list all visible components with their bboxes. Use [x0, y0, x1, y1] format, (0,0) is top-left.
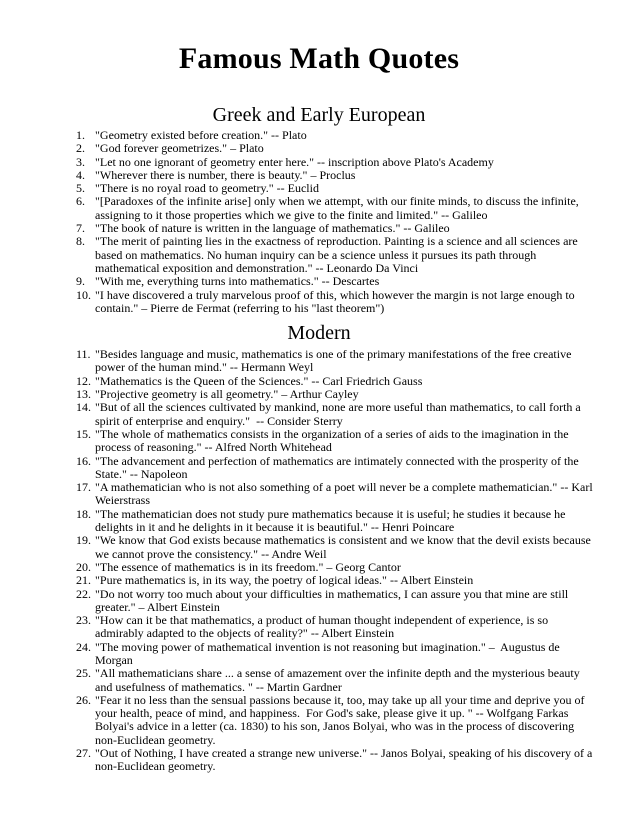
- quote-number: 22.: [76, 586, 91, 601]
- quote-item: [76, 235, 598, 275]
- quote-list-greek: [0, 129, 638, 315]
- quote-item: [76, 289, 598, 316]
- quote-item: [76, 275, 598, 288]
- quote-text: "[Paradoxes of the infinite arise] only when we attempt, with our finite minds, to discuss the infinite, assigning to it those properties which we give to the finite and limited." -- Galileo: [95, 194, 582, 222]
- quote-text: "Geometry existed before creation." -- Plato: [95, 128, 307, 142]
- quote-item: [76, 169, 598, 182]
- quote-number: 27.: [76, 746, 91, 761]
- quote-item: [76, 455, 598, 482]
- section-greek-and-early-european: [0, 104, 638, 315]
- quote-number: 10.: [76, 287, 91, 302]
- quote-text: "Mathematics is the Queen of the Sciences." -- Carl Friedrich Gauss: [95, 373, 423, 388]
- quote-text: "Fear it no less than the sensual passions because it, too, may take up all your time and deprive you of your health, peace of mind, and happiness. For God's sake, please give it up. " -- Wolfgang Farkas Bolyai's advice in a letter (ca. 1830) to his son, Janos Bolyai, who was in the process of discovering non-Euclidean geometry.: [95, 692, 588, 747]
- quote-item: [76, 481, 598, 508]
- quote-item: [76, 388, 598, 401]
- quote-text: "The book of nature is written in the language of mathematics." -- Galileo: [95, 221, 450, 236]
- quote-text: "Let no one ignorant of geometry enter here." -- inscription above Plato's Academy: [95, 154, 494, 169]
- quote-item: [76, 747, 598, 774]
- quote-item: [76, 534, 598, 561]
- quote-number: 18.: [76, 506, 91, 521]
- quote-text: "God forever geometrizes." – Plato: [95, 141, 264, 156]
- quote-list-modern: [0, 348, 638, 774]
- quote-text: "The essence of mathematics is in its freedom." – Georg Cantor: [95, 559, 401, 574]
- quote-text: "But of all the sciences cultivated by mankind, none are more useful than mathematics, to call forth a spirit of enterprise and enquiry." -- Consider Sterry: [95, 400, 584, 428]
- quote-text: "The merit of painting lies in the exactness of reproduction. Painting is a science and all sciences are based on mathematics. No human inquiry can be a science unless it pursues its path through mathematical exposition and demonstration." -- Leonardo Da Vinci: [95, 234, 581, 275]
- quote-number: 15.: [76, 426, 91, 441]
- quote-text: "A mathematician who is not also something of a poet will never be a complete mathematician." -- Karl Weierstrass: [95, 480, 596, 508]
- quote-text: "Do not worry too much about your difficulties in mathematics, I can assure you that mine are still greater." – Albert Einstein: [95, 586, 572, 614]
- quote-number: 17.: [76, 480, 91, 495]
- quote-item: [76, 142, 598, 155]
- quote-item: [76, 667, 598, 694]
- quote-item: [76, 508, 598, 535]
- quote-item: [76, 561, 598, 574]
- quote-text: "How can it be that mathematics, a product of human thought independent of experience, is so admirably adapted to the objects of reality?" -- Albert Einstein: [95, 613, 552, 641]
- section-modern: [0, 322, 638, 774]
- quote-text: "The mathematician does not study pure mathematics because it is useful; he studies it because he delights in it and he delights in it because it is beautiful." -- Henri Poincare: [95, 506, 569, 535]
- quote-number: 23.: [76, 613, 91, 628]
- quote-text: "Projective geometry is all geometry." – Arthur Cayley: [95, 387, 359, 402]
- quote-number: 16.: [76, 453, 91, 468]
- quote-number: 13.: [76, 387, 91, 402]
- quote-item: [76, 375, 598, 388]
- quote-number: 12.: [76, 373, 91, 388]
- quote-text: "With me, everything turns into mathematics." -- Descartes: [95, 274, 380, 289]
- quote-text: "The moving power of mathematical invention is not reasoning but imagination." – Augustus de Morgan: [95, 639, 563, 667]
- quote-text: "There is no royal road to geometry." -- Euclid: [95, 181, 319, 196]
- quote-text: "Wherever there is number, there is beauty." – Proclus: [95, 167, 356, 182]
- quote-number: 25.: [76, 666, 91, 681]
- quote-number: 1.: [76, 128, 85, 142]
- quote-text: "We know that God exists because mathematics is consistent and we know that the devil exists because we cannot prove the consistency." -- Andre Weil: [95, 533, 594, 561]
- quote-number: 19.: [76, 533, 91, 548]
- quote-item: [76, 401, 598, 428]
- quote-number: 2.: [76, 141, 85, 156]
- quote-item: [76, 614, 598, 641]
- quote-item: [76, 641, 598, 668]
- quote-text: "Besides language and music, mathematics is one of the primary manifestations of the free creative power of the human mind." -- Hermann Weyl: [95, 347, 575, 375]
- quote-item: [76, 156, 598, 169]
- quote-number: 8.: [76, 234, 85, 249]
- quote-number: 9.: [76, 274, 85, 289]
- quote-number: 21.: [76, 573, 91, 588]
- quote-item: [76, 348, 598, 375]
- quote-number: 24.: [76, 639, 91, 654]
- section-heading-greek: Greek and Early European: [212, 104, 426, 126]
- quote-text: "The whole of mathematics consists in the organization of a series of aids to the imagination in the process of reasoning." -- Alfred North Whitehead: [95, 426, 572, 455]
- document-title: Famous Math Quotes: [178, 42, 460, 75]
- quote-item: [76, 195, 598, 222]
- quote-text: "All mathematicians share ... a sense of amazement over the infinite depth and the mysterious beauty and usefulness of mathematics. " -- Martin Gardner: [95, 666, 583, 694]
- quote-item: [76, 182, 598, 195]
- quote-item: [76, 428, 598, 455]
- quote-number: 11.: [76, 347, 91, 362]
- quote-item: [76, 222, 598, 235]
- quote-number: 14.: [76, 400, 91, 415]
- quote-text: "I have discovered a truly marvelous proof of this, which however the margin is not large enough to contain." – Pierre de Fermat (referring to his "last theorem"): [95, 287, 578, 315]
- quote-item: [76, 574, 598, 587]
- quote-number: 4.: [76, 167, 85, 182]
- quote-text: "The advancement and perfection of mathematics are intimately connected with the prosperity of the State." -- Napoleon: [95, 453, 582, 481]
- section-heading-modern: Modern: [287, 322, 351, 345]
- quote-text: "Out of Nothing, I have created a strange new universe." -- Janos Bolyai, speaking of his discovery of a non-Euclidean geometry.: [95, 746, 596, 774]
- quote-number: 20.: [76, 559, 91, 574]
- quote-number: 7.: [76, 221, 85, 236]
- quote-item: [76, 588, 598, 615]
- quote-number: 3.: [76, 154, 85, 169]
- quote-number: 5.: [76, 181, 85, 196]
- quote-item: [76, 694, 598, 747]
- quote-text: "Pure mathematics is, in its way, the poetry of logical ideas." -- Albert Einstein: [95, 573, 474, 588]
- quote-number: 6.: [76, 194, 85, 209]
- quote-item: [76, 129, 598, 142]
- quote-number: 26.: [76, 692, 91, 707]
